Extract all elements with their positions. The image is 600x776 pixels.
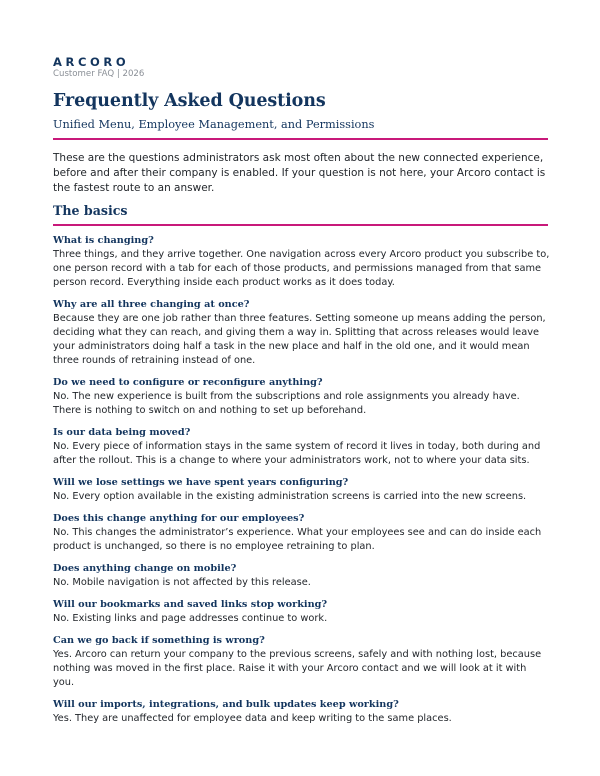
faq-item [53, 476, 550, 504]
page-title: Frequently Asked Questions [53, 91, 326, 111]
faq-answer: No. The new experience is built from the subscriptions and role assignments you already have. There is nothing to switch on and nothing to set up beforehand. [53, 391, 520, 416]
section-divider [53, 224, 548, 226]
faq-question: Do we need to configure or reconfigure anything? [53, 377, 323, 388]
faq-answer: No. Every piece of information stays in the same system of record it lives in today, both during and after the rollout. This is a change to where your administrators work, not to where your data sits. [53, 441, 541, 466]
faq-answer: Three things, and they arrive together. One navigation across every Arcoro product you subscribe to, one person record with a tab for each of those products, and permissions managed from that same person record. Everything inside each product works as it does today. [53, 249, 550, 288]
faq-item [53, 234, 550, 290]
faq-question: Will we lose settings we have spent years configuring? [53, 477, 349, 488]
faq-question: Will our bookmarks and saved links stop working? [53, 599, 328, 610]
faq-question: Why are all three changing at once? [53, 299, 250, 310]
brand-logo: ARCORO [53, 55, 130, 69]
title-divider [53, 138, 548, 140]
faq-item [53, 698, 550, 726]
faq-item [53, 512, 550, 554]
faq-question: Does anything change on mobile? [53, 563, 237, 574]
faq-item [53, 634, 550, 690]
faq-answer: Because they are one job rather than three features. Setting someone up means adding the person, deciding what they can reach, and giving them a way in. Splitting that across releases would leave your administrators doing half a task in the new place and half in the old one, and it would mean three rounds of retraining instead of one. [53, 313, 546, 366]
faq-answer: No. Mobile navigation is not affected by this release. [53, 577, 311, 588]
faq-question: Can we go back if something is wrong? [53, 635, 265, 646]
faq-question: Is our data being moved? [53, 427, 191, 438]
faq-answer: No. Existing links and page addresses continue to work. [53, 613, 328, 624]
faq-list [53, 234, 550, 734]
faq-item [53, 598, 550, 626]
faq-item [53, 426, 550, 468]
faq-item [53, 376, 550, 418]
intro-paragraph: These are the questions administrators ask most often about the new connected experience, before and after their company is enabled. If your question is not here, your Arcoro contact is the fastest route to an answer. [53, 152, 546, 194]
faq-item [53, 298, 550, 368]
section-heading: The basics [53, 203, 128, 218]
faq-answer: No. This changes the administrator’s experience. What your employees see and can do inside each product is unchanged, so there is no employee retraining to plan. [53, 527, 542, 552]
faq-answer: Yes. They are unaffected for employee data and keep writing to the same places. [53, 713, 452, 724]
faq-question: Does this change anything for our employees? [53, 513, 305, 524]
page-subtitle: Unified Menu, Employee Management, and Permissions [53, 118, 375, 131]
faq-answer: No. Every option available in the existing administration screens is carried into the new screens. [53, 491, 527, 502]
faq-answer: Yes. Arcoro can return your company to the previous screens, safely and with nothing lost, because nothing was moved in the first place. Raise it with your Arcoro contact and we will look at it with you. [53, 649, 542, 688]
faq-item [53, 562, 550, 590]
faq-question: What is changing? [53, 235, 154, 246]
faq-question: Will our imports, integrations, and bulk updates keep working? [53, 699, 399, 710]
document-label: Customer FAQ | 2026 [53, 69, 145, 79]
